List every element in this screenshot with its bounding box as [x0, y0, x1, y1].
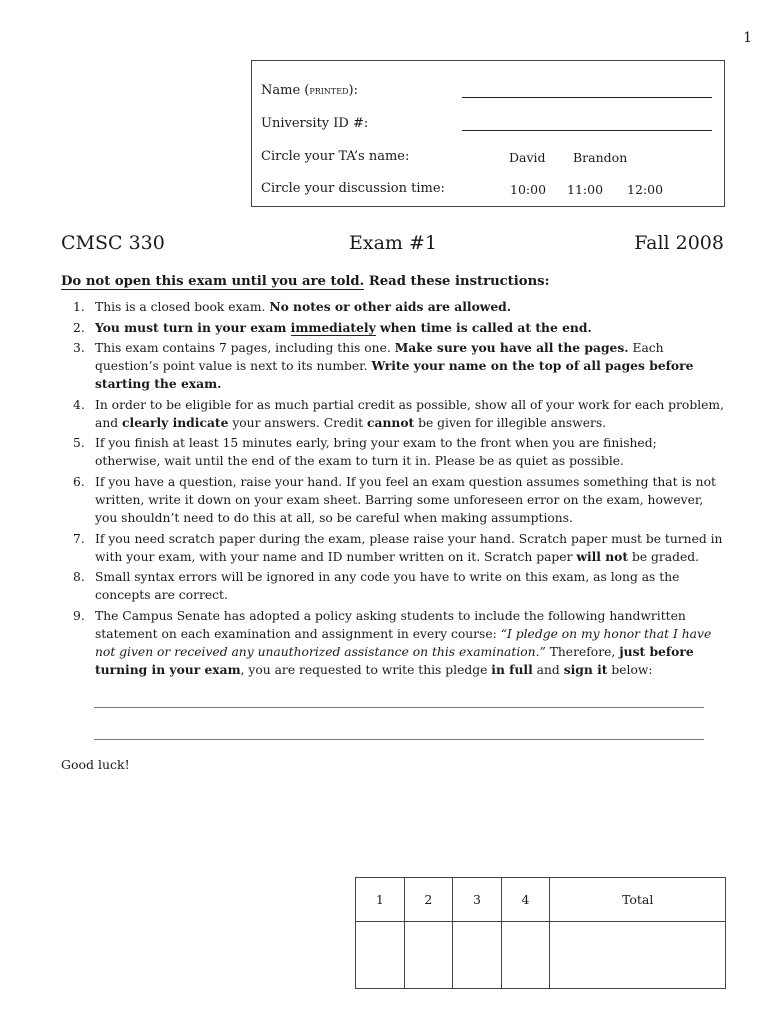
score-table: [355, 877, 726, 989]
list-item: 2. You must turn in your exam immediately when time is called at the end.: [73, 319, 592, 335]
score-header-1: 1: [356, 878, 405, 922]
ta-option-david[interactable]: David: [509, 150, 546, 165]
list-item: 3. This exam contains 7 pages, including this one. Make sure you have all the pages. Each question’s point value is next to its number. Write your name on the top of all pages before starting the exam.: [73, 340, 694, 392]
score-cell-2[interactable]: [404, 922, 453, 989]
score-cell-total[interactable]: [550, 922, 726, 989]
ta-label: Circle your TA’s name:: [261, 149, 410, 164]
score-header-2: 2: [404, 878, 453, 922]
list-item: 5. If you finish at least 15 minutes early, bring your exam to the front when you are finished; otherwise, wait until the end of the exam to turn it in. Please be as quiet as possible.: [73, 436, 657, 469]
time-option-11[interactable]: 11:00: [567, 182, 604, 197]
instructions-heading: Do not open this exam until you are told. Read these instructions:: [61, 274, 550, 289]
score-header-total: Total: [550, 878, 726, 922]
list-item: 6. If you have a question, raise your hand. If you feel an exam question assumes something that is not written, write it down on your exam sheet. Barring some unforeseen error on the exam, however, you shouldn’t need to do this at all, so be careful when making assumptions.: [73, 474, 716, 525]
score-header-3: 3: [453, 878, 502, 922]
course-title: CMSC 330: [61, 232, 165, 254]
instructions-list: [73, 298, 725, 681]
student-info-box: [251, 60, 725, 207]
exam-title: Exam #1: [349, 232, 437, 254]
score-cell-4[interactable]: [501, 922, 550, 989]
score-cell-1[interactable]: [356, 922, 405, 989]
name-label: Name (printed):: [261, 83, 358, 98]
pledge-line-2[interactable]: [94, 739, 704, 740]
pledge-line-1[interactable]: [94, 707, 704, 708]
time-option-12[interactable]: 12:00: [627, 182, 664, 197]
university-id-label: University ID #:: [261, 116, 369, 131]
university-id-field[interactable]: [462, 130, 712, 131]
list-item: 8. Small syntax errors will be ignored in any code you have to write on this exam, as long as the concepts are correct.: [73, 570, 680, 603]
list-item: 1. This is a closed book exam. No notes or other aids are allowed.: [73, 299, 512, 314]
list-item: 7. If you need scratch paper during the exam, please raise your hand. Scratch paper must be turned in with your exam, with your name and ID number written on it. Scratch paper will not be graded.: [73, 531, 723, 564]
page-number: 1: [743, 30, 752, 46]
closing-text: Good luck!: [61, 757, 130, 772]
name-field[interactable]: [462, 97, 712, 98]
discussion-time-label: Circle your discussion time:: [261, 181, 445, 196]
list-item: 4. In order to be eligible for as much partial credit as possible, show all of your work for each problem, and clearly indicate your answers. Credit cannot be given for illegible answers.: [73, 397, 724, 430]
term-title: Fall 2008: [634, 232, 724, 254]
list-item: 9. The Campus Senate has adopted a policy asking students to include the following handwritten statement on each examination and assignment in every course: “I pledge on my honor that I have not given or received any unauthorized assistance on this examination.” Therefore, just before turning in your exam, you are requested to write this pledge in full and sign it below:: [73, 608, 712, 677]
score-cell-3[interactable]: [453, 922, 502, 989]
score-header-4: 4: [501, 878, 550, 922]
ta-option-brandon[interactable]: Brandon: [573, 150, 628, 165]
time-option-10[interactable]: 10:00: [510, 182, 547, 197]
